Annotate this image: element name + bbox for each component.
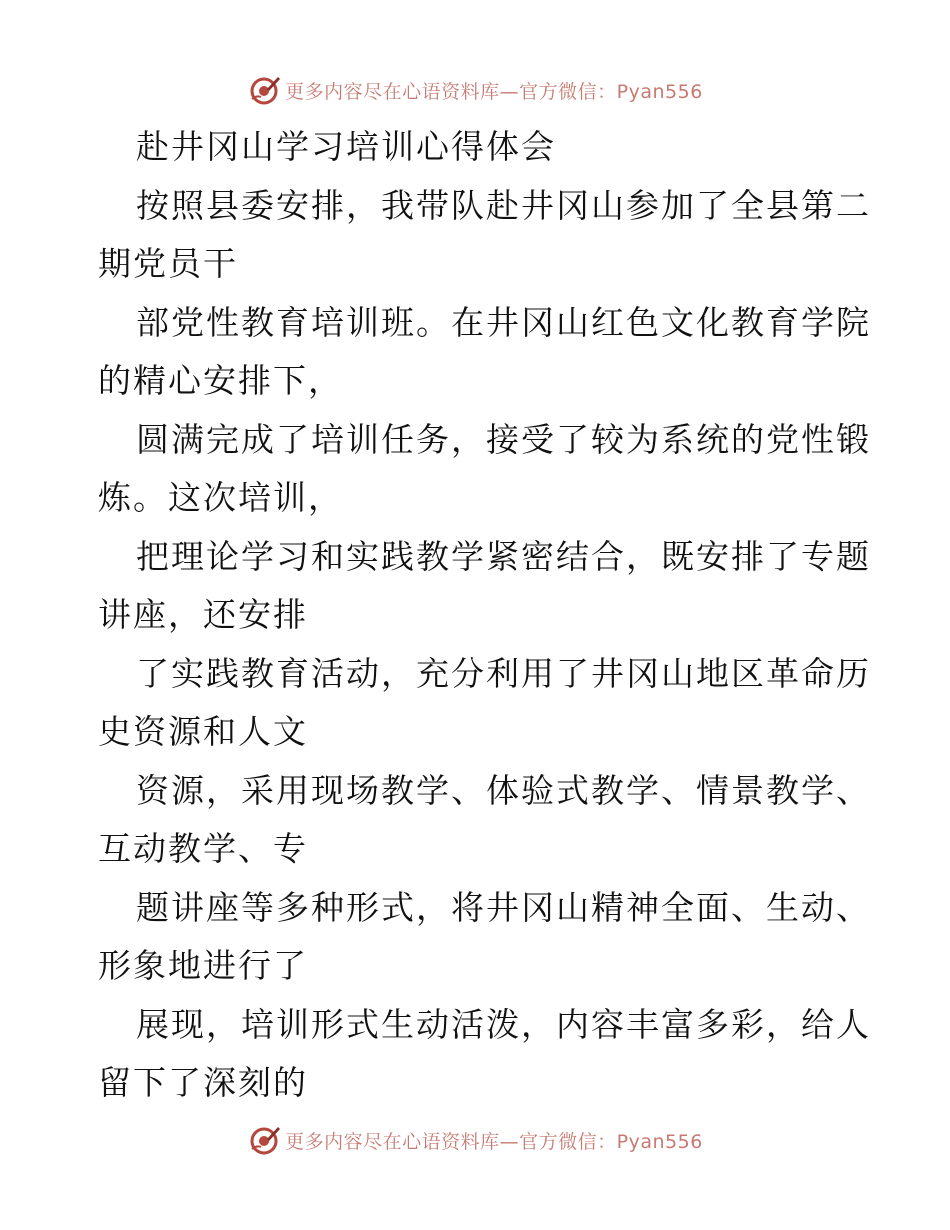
paragraph-line: 留下了深刻的 — [98, 1063, 308, 1102]
pen-circle-logo-icon — [247, 1123, 281, 1157]
paragraph-line: 形象地进行了 — [98, 946, 308, 985]
paragraph-line: 按照县委安排，我带队赴井冈山参加了全县第二 — [136, 185, 871, 225]
document-body — [98, 118, 871, 1113]
paragraph-line: 炼。这次培训， — [98, 478, 343, 517]
paragraph-line: 资源，采用现场教学、体验式教学、情景教学、 — [136, 770, 871, 810]
paragraph-line: 史资源和人文 — [98, 712, 308, 751]
header-banner-text: 更多内容尽在心语资料库—官方微信：Pyan556 — [285, 80, 703, 103]
paragraph-line: 圆满完成了培训任务，接受了较为系统的党性锻 — [136, 419, 871, 459]
paragraph-line: 互动教学、专 — [98, 829, 308, 868]
footer-banner — [0, 1120, 950, 1160]
document-title: 赴井冈山学习培训心得体会 — [136, 127, 556, 166]
paragraph-line: 期党员干 — [98, 244, 238, 283]
header-banner — [0, 70, 950, 110]
paragraph-line: 把理论学习和实践教学紧密结合，既安排了专题 — [136, 536, 871, 576]
paragraph-line: 的精心安排下， — [98, 361, 343, 400]
paragraph-line: 题讲座等多种形式，将井冈山精神全面、生动、 — [136, 887, 871, 927]
paragraph-line: 部党性教育培训班。在井冈山红色文化教育学院 — [136, 302, 871, 342]
paragraph-line: 展现，培训形式生动活泼，内容丰富多彩，给人 — [136, 1004, 871, 1044]
footer-banner-text: 更多内容尽在心语资料库—官方微信：Pyan556 — [285, 1130, 703, 1153]
pen-circle-logo-icon — [247, 73, 281, 107]
paragraph-line: 讲座，还安排 — [98, 595, 308, 634]
paragraph-line: 了实践教育活动，充分利用了井冈山地区革命历 — [136, 653, 871, 693]
